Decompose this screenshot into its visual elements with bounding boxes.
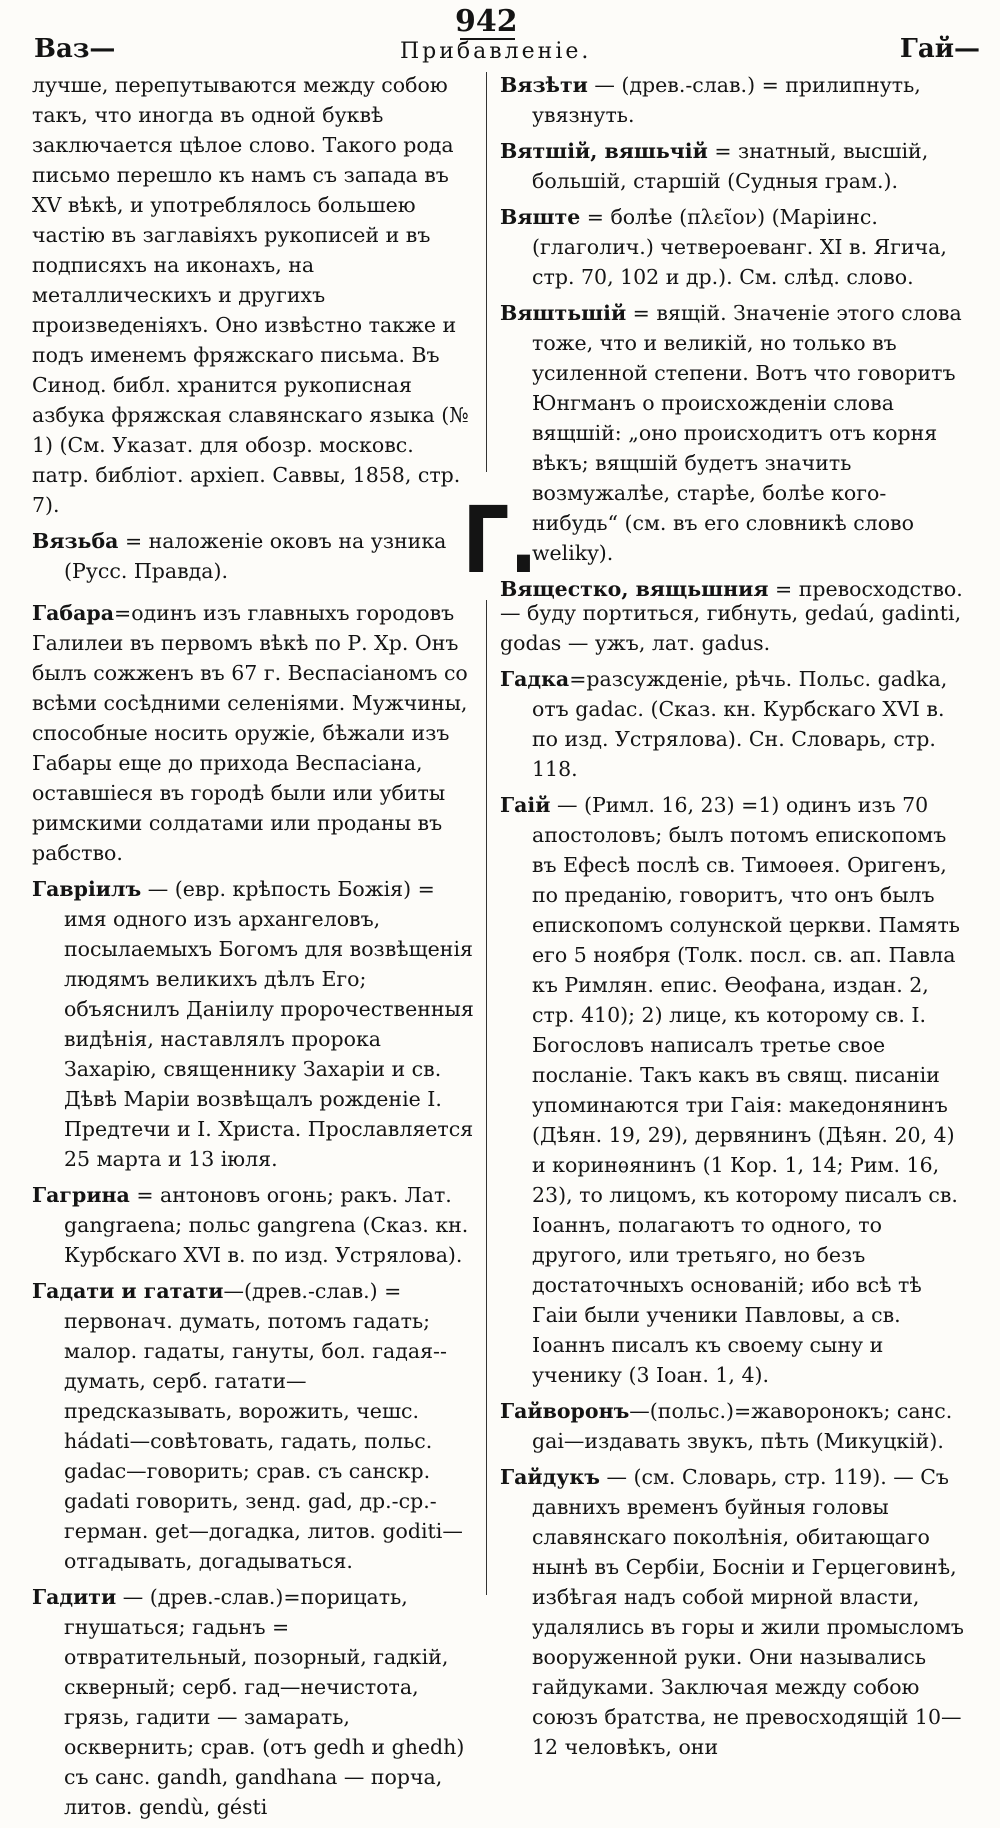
- definition: = антоновъ огонь; ракъ. Лат. gangraena; польс gangrena (Сказ. кн. Курбскаго XVI в. по изд. Устрялова).: [64, 1183, 469, 1267]
- definition: = вящій. Значеніе этого слова тоже, что и великій, но только въ усиленной степени. Вотъ что говоритъ Юнгманъ о происхожденіи слова вящшій: „оно происходитъ отъ корня вѣкъ; вящшій будетъ значить возмужалѣе, старѣе, болѣе кого-нибудь“ (см. въ его словникѣ слово weliky).: [532, 301, 962, 565]
- page-header: [0, 0, 1000, 66]
- entry-gaiy: [500, 790, 968, 1390]
- headword: Гаій: [500, 793, 551, 817]
- continuation-paragraph: — буду портиться, гибнуть, gedaú, gadinti, godas — ужъ, лат. gadus.: [500, 601, 962, 655]
- definition: — (см. Словарь, стр. 119). — Съ давнихъ временъ буйныя головы славянскаго поколѣнія, обитающаго нынѣ въ Сербіи, Босніи и Герцеговинѣ, избѣгая надъ собой мирной власти, удалялись въ горы и жили промысломъ вооруженной руки. Они назывались гайдуками. Заключая между собою союзъ братства, не превосходящій 10—12 человѣкъ, они: [532, 1465, 964, 1759]
- entry-gabara: [32, 598, 478, 868]
- definition: =одинъ изъ главныхъ городовъ Галилеи въ первомъ вѣкѣ по Р. Хр. Онъ былъ сожженъ въ 67 г. Веспасіаномъ со всѣми сосѣдними селеніями. Мужчины, способные носить оружіе, бѣжали изъ Габары еще до прихода Веспасіана, оставшіеся въ городѣ были или убиты римскими солдатами или проданы въ рабство.: [32, 601, 468, 865]
- headword: Гадати и гатати: [32, 1279, 224, 1303]
- definition: = болѣе (πλεῖον) (Маріинс. (глаголич.) четвероеванг. XI в. Ягича, стр. 70, 102 и др.). См. слѣд. слово.: [532, 205, 947, 289]
- definition: = знатный, высшій, большій, старшій (Судныя грам.).: [532, 139, 929, 193]
- header-right-word: Гай—: [899, 34, 980, 64]
- definition: = наложеніе оковъ на узника (Русс. Правда).: [64, 529, 447, 583]
- page-number: 942: [455, 4, 518, 39]
- headword: Гадити: [32, 1585, 117, 1609]
- entry-vyatshiy: [500, 136, 968, 196]
- headword: Вятшій, вяшьчій: [500, 139, 708, 163]
- headword: Гайдукъ: [500, 1465, 600, 1489]
- column-divider-top: [486, 72, 487, 472]
- headword: Гагрина: [32, 1183, 130, 1207]
- column-top-right: [500, 70, 968, 610]
- entry-gagrina: [32, 1180, 478, 1270]
- headword: Гадка: [500, 667, 570, 691]
- definition: =разсужденіе, рѣчь. Польс. gadka, отъ gadac. (Сказ. кн. Курбскаго XVI в. по изд. Устрялова). Сн. Словарь, стр. 118.: [532, 667, 948, 781]
- column-top-left: [32, 70, 472, 592]
- entry-gadati: [32, 1276, 478, 1576]
- column-bottom-right: [500, 598, 968, 1768]
- definition: — (древ.-слав.)=порицать, гнушаться; гадьнъ = отвратительный, позорный, гадкій, скверный; серб. гад—нечистота, грязь, гадити — замарать, осквернить; срав. (отъ gedh и ghedh) съ санс. gandh, gandhana — порча, литов. gendù, gésti: [64, 1585, 465, 1819]
- entry-gayvoron: [500, 1396, 968, 1456]
- definition: — (древ.-слав.) = прилипнуть, увязнуть.: [532, 73, 921, 127]
- headword: Вязѣти: [500, 73, 588, 97]
- headword: Габара: [32, 601, 115, 625]
- headword: Вяштьшій: [500, 301, 627, 325]
- header-left-word: Ваз—: [34, 34, 116, 64]
- headword: Вящестко, вящьшния: [500, 577, 769, 601]
- headword: Вяште: [500, 205, 581, 229]
- definition: = превосходство.: [768, 577, 963, 601]
- entry-gavriil: [32, 874, 478, 1174]
- column-divider-bottom: [486, 600, 487, 1595]
- definition: — (евр. крѣпость Божія) = имя одного изъ архангеловъ, посылаемыхъ Богомъ для возвѣщенія людямъ великихъ дѣлъ Его; объяснилъ Даніилу пророчественныя видѣнія, наставлялъ пророка Захарію, священнику Захаріи и св. Дѣвѣ Маріи возвѣщалъ рожденіе І. Предтечи и І. Христа. Прославляется 25 марта и 13 іюля.: [64, 877, 474, 1171]
- entry-vyashte: [500, 202, 968, 292]
- entry-gaditi: [32, 1582, 478, 1822]
- continuation-paragraph: лучше, перепутываются между собою такъ, что иногда въ одной буквѣ заключается цѣлое слово. Такого рода письмо перешло къ намъ съ запада въ XV вѣкѣ, и употреблялось большею частію въ заглавіяхъ рукописей и въ подписяхъ на иконахъ, на металлическихъ и другихъ произведеніяхъ. Оно извѣстно также и подъ именемъ фряжскаго письма. Въ Синод. библ. хранится рукописная азбука фряжская славянскаго языка (№ 1) (См. Указат. для обозр. московс. патр. библіот. архіеп. Саввы, 1858, стр. 7).: [32, 73, 469, 517]
- header-title: Прибавленіе.: [400, 39, 592, 64]
- column-bottom-left: [32, 598, 478, 1828]
- entry-gadka: [500, 664, 968, 784]
- entry-gayduk: [500, 1462, 968, 1762]
- entry-vyazeti: [500, 70, 968, 130]
- definition: —(польс.)=жаворонокъ; санс. gai—издавать звукъ, пѣть (Микуцкій).: [532, 1399, 953, 1453]
- definition: —(древ.-слав.) = первонач. думать, потомъ гадать; малор. гадаты, гануты, бол. гадая--думать, серб. гатати— предсказывать, ворожить, чешс. hádati—совѣтовать, гадать, польс. gadac—говорить; срав. съ санскр. gadati говорить, зенд. gad, др.-ср.-герман. get—догадка, литов. goditi—отгадывать, догадываться.: [64, 1279, 463, 1573]
- headword: Вязьба: [32, 529, 119, 553]
- headword: Гайворонъ: [500, 1399, 630, 1423]
- definition: — (Римл. 16, 23) =1) одинъ изъ 70 апостоловъ; былъ потомъ епископомъ въ Ефесѣ послѣ св. Тимоѳея. Оригенъ, по преданію, говоритъ, что онъ былъ епископомъ солунской церкви. Память его 5 ноября (Толк. посл. св. ап. Павла къ Римлян. епис. Ѳеофана, издан. 2, стр. 410); 2) лице, къ которому св. І. Богословъ написалъ третье свое посланіе. Такъ какъ въ свящ. писаніи упоминаются три Гаія: македонянинъ (Дѣян. 19, 29), дервянинъ (Дѣян. 20, 4) и коринѳянинъ (1 Кор. 1, 14; Рим. 16, 23), то лицомъ, къ которому писалъ св. Іоаннъ, полагаютъ то одного, то другого, или третьяго, но безъ достаточныхъ основаній; ибо всѣ тѣ Гаіи были ученики Павловы, а св. Іоаннъ писалъ къ своему сыну и ученику (3 Іоан. 1, 4).: [532, 793, 960, 1387]
- headword: Гавріилъ: [32, 877, 142, 901]
- entry-vyazba: [32, 526, 472, 586]
- section-letter: Г.: [462, 487, 538, 594]
- entry-vyashtshiy: [500, 298, 968, 568]
